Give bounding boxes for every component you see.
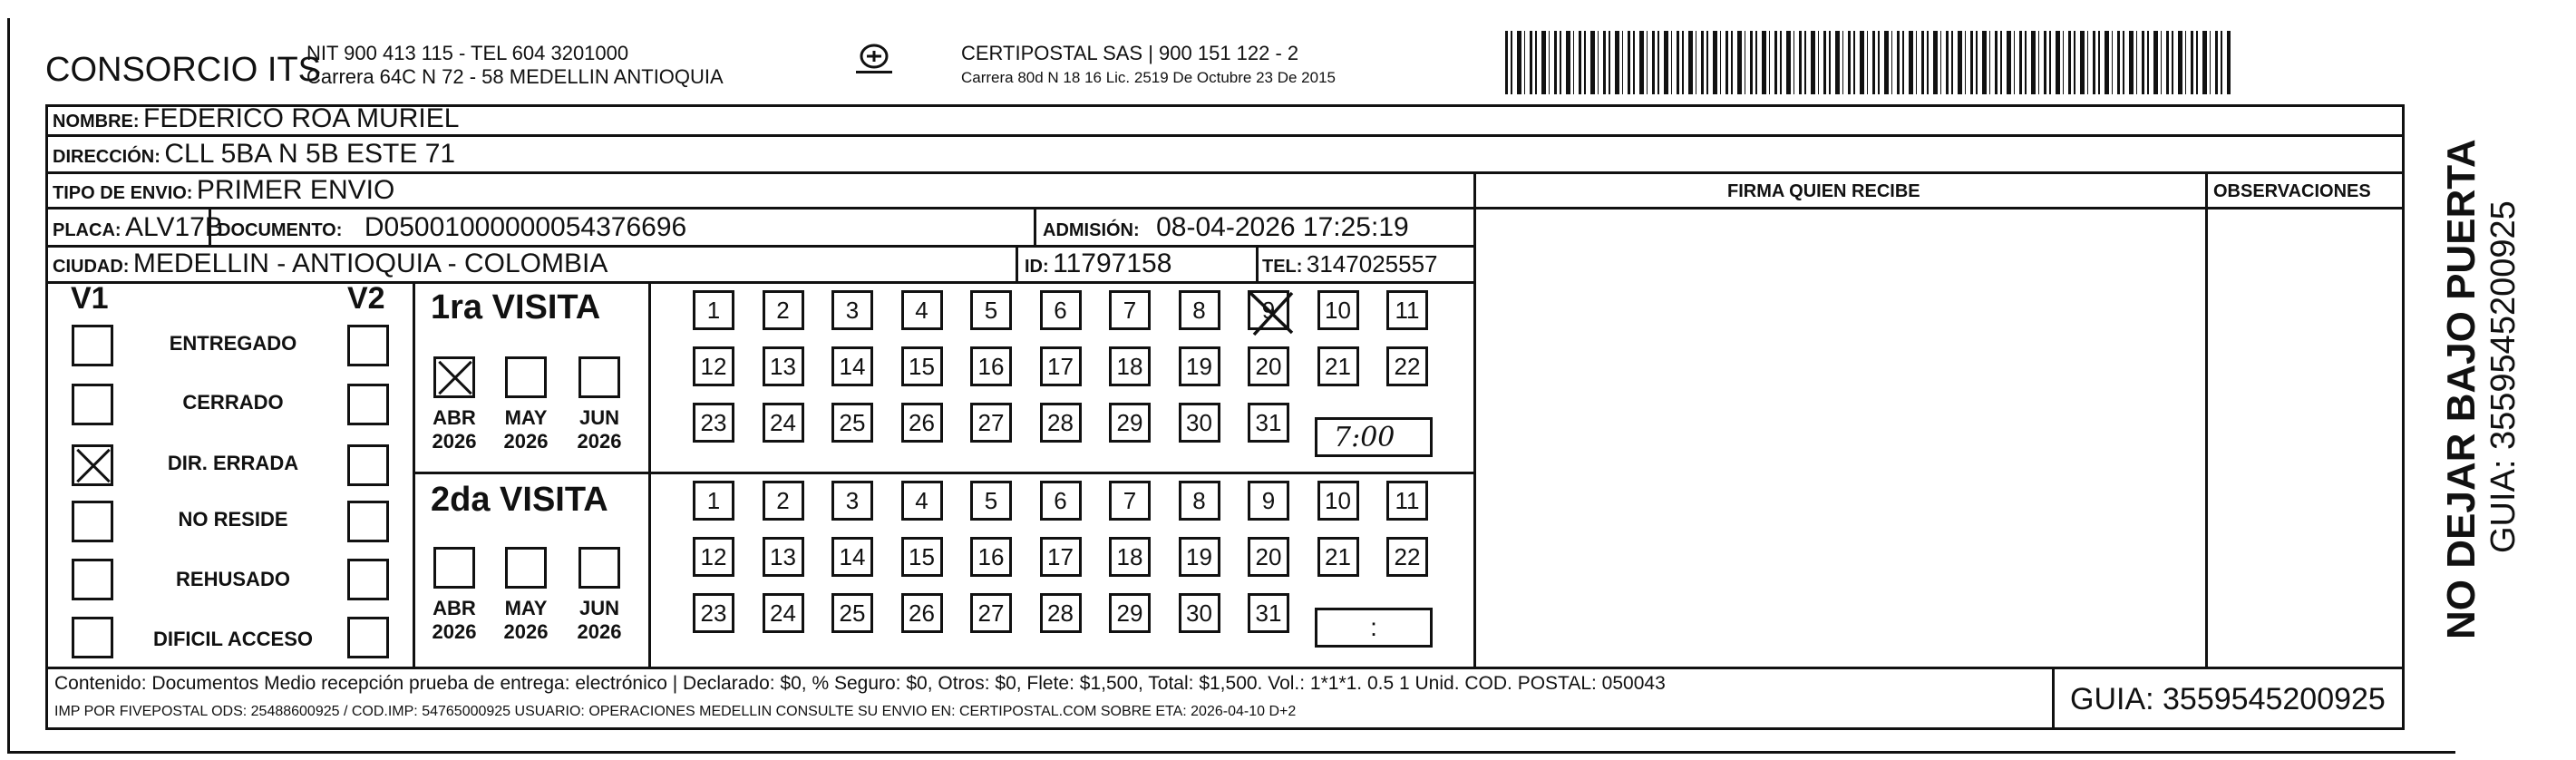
reason-entregado: ENTREGADO	[169, 332, 297, 355]
first-day-label: 31	[1255, 408, 1282, 436]
first-day-label: 3	[845, 296, 860, 324]
first-day-label: 19	[1186, 352, 1212, 380]
tipo-row	[53, 175, 394, 206]
second-visit-time-box[interactable]	[1315, 608, 1433, 648]
first-day-7[interactable]	[1109, 290, 1151, 330]
second-day-5[interactable]	[970, 481, 1012, 521]
second-day-9[interactable]	[1248, 481, 1289, 521]
second-day-13[interactable]	[763, 537, 804, 577]
first-month-abr-checkbox[interactable]	[433, 356, 475, 398]
second-day-7[interactable]	[1109, 481, 1151, 521]
firma-header: FIRMA QUIEN RECIBE	[1727, 181, 1920, 201]
first-day-label: 6	[1054, 296, 1067, 324]
main-form	[45, 104, 2405, 730]
nombre-value: FEDERICO ROA MURIEL	[143, 103, 460, 133]
first-day-label: 26	[909, 408, 935, 436]
second-day-28[interactable]	[1040, 593, 1082, 633]
second-day-16[interactable]	[970, 537, 1012, 577]
second-day-3[interactable]	[831, 481, 873, 521]
first-day-22[interactable]	[1386, 346, 1428, 386]
second-day-label: 2	[776, 486, 790, 514]
first-day-2[interactable]	[763, 290, 804, 330]
reason-no-reside: NO RESIDE	[178, 508, 288, 531]
first-day-5[interactable]	[970, 290, 1012, 330]
first-day-10[interactable]	[1317, 290, 1359, 330]
second-day-label: 3	[845, 486, 860, 514]
first-day-label: 9	[1261, 296, 1276, 324]
second-day-31[interactable]	[1248, 593, 1289, 633]
second-day-label: 10	[1325, 486, 1351, 514]
second-day-label: 24	[770, 599, 796, 627]
second-day-14[interactable]	[831, 537, 873, 577]
first-day-label: 22	[1394, 352, 1421, 380]
side-guia: GUIA: 3559545200925	[2484, 200, 2523, 553]
first-day-label: 16	[977, 352, 1005, 380]
first-day-3[interactable]	[831, 290, 873, 330]
v1-cerrado-checkbox[interactable]	[72, 384, 113, 425]
first-day-label: 17	[1047, 352, 1074, 380]
second-day-label: 15	[909, 542, 935, 570]
second-day-label: 28	[1047, 599, 1074, 627]
tipo-value: PRIMER ENVIO	[196, 175, 395, 205]
second-month-may-checkbox[interactable]	[505, 547, 547, 589]
carrier-line: CERTIPOSTAL SAS | 900 151 122 - 2	[961, 42, 1299, 64]
v1-label: V1	[71, 281, 109, 316]
tel-value: 3147025557	[1306, 250, 1438, 278]
second-day-8[interactable]	[1179, 481, 1220, 521]
second-day-label: 4	[915, 486, 928, 514]
first-day-label: 18	[1116, 352, 1143, 380]
admision-label: ADMISIÓN:	[1043, 220, 1140, 240]
first-month-may-checkbox[interactable]	[505, 356, 547, 398]
second-day-26[interactable]	[901, 593, 943, 633]
second-day-1[interactable]	[693, 481, 734, 521]
second-day-label: 19	[1186, 542, 1212, 570]
second-day-label: 12	[700, 542, 727, 570]
second-day-label: 18	[1116, 542, 1143, 570]
first-day-label: 2	[776, 296, 790, 324]
second-day-label: 22	[1394, 542, 1421, 570]
first-day-25[interactable]	[831, 403, 873, 443]
second-day-label: 17	[1047, 542, 1074, 570]
second-day-25[interactable]	[831, 593, 873, 633]
documento-row	[218, 212, 686, 243]
id-row	[1025, 248, 1171, 279]
admision-row	[1043, 212, 1409, 243]
second-visit-time: :	[1370, 613, 1377, 641]
v2-no-reside-checkbox[interactable]	[347, 501, 389, 542]
second-day-label: 21	[1325, 542, 1351, 570]
placa-label: PLACA:	[53, 220, 122, 240]
second-day-label: 7	[1123, 486, 1137, 514]
first-day-label: 30	[1186, 408, 1212, 436]
direccion-row	[53, 139, 455, 170]
second-day-21[interactable]	[1317, 537, 1359, 577]
first-day-label: 28	[1047, 408, 1074, 436]
v2-rehusado-checkbox[interactable]	[347, 559, 389, 600]
first-day-9[interactable]	[1248, 290, 1289, 330]
v1-no-reside-checkbox[interactable]	[72, 501, 113, 542]
first-day-29[interactable]	[1109, 403, 1151, 443]
second-day-2[interactable]	[763, 481, 804, 521]
second-day-11[interactable]	[1386, 481, 1428, 521]
first-day-30[interactable]	[1179, 403, 1220, 443]
first-day-24[interactable]	[763, 403, 804, 443]
second-day-label: 14	[839, 542, 866, 570]
v1-dificil-acceso-checkbox[interactable]	[72, 617, 113, 658]
first-day-11[interactable]	[1386, 290, 1428, 330]
first-day-18[interactable]	[1109, 346, 1151, 386]
second-day-label: 11	[1395, 486, 1420, 514]
nit-line: NIT 900 413 115 - TEL 604 3201000	[306, 42, 629, 64]
footer-contenido: Contenido: Documentos Medio recepción prueba de entrega: electrónico | Declarado: $0, % Seguro: $0, Otros: $0, Flete: $1,500, Total: $1,500. Vol.: 1*1*1. 0.5 1 Unid. COD. POSTAL: 050043	[54, 673, 1666, 694]
first-day-label: 5	[984, 296, 998, 324]
second-day-label: 29	[1116, 599, 1143, 627]
day-check-mark-icon	[1245, 287, 1298, 338]
second-day-label: 16	[977, 542, 1005, 570]
first-day-19[interactable]	[1179, 346, 1220, 386]
first-day-14[interactable]	[831, 346, 873, 386]
v1-entregado-checkbox[interactable]	[72, 325, 113, 366]
second-day-label: 30	[1186, 599, 1212, 627]
tipo-label: TIPO DE ENVIO:	[53, 183, 193, 203]
second-day-22[interactable]	[1386, 537, 1428, 577]
carrier-address: Carrera 80d N 18 16 Lic. 2519 De Octubre 23 De 2015	[961, 69, 1336, 86]
second-day-label: 9	[1261, 486, 1276, 514]
first-day-6[interactable]	[1040, 290, 1082, 330]
v2-cerrado-checkbox[interactable]	[347, 384, 389, 425]
first-day-label: 20	[1255, 352, 1282, 380]
second-day-23[interactable]	[693, 593, 734, 633]
second-day-10[interactable]	[1317, 481, 1359, 521]
second-day-label: 5	[984, 486, 998, 514]
documento-label: DOCUMENTO:	[218, 220, 343, 240]
first-day-label: 14	[839, 352, 866, 380]
first-day-label: 1	[706, 296, 721, 324]
first-day-label: 23	[700, 408, 727, 436]
first-day-label: 12	[700, 352, 727, 380]
first-day-1[interactable]	[693, 290, 734, 330]
placa-row	[53, 212, 223, 243]
first-day-26[interactable]	[901, 403, 943, 443]
first-day-label: 11	[1395, 296, 1420, 324]
first-day-label: 21	[1325, 352, 1351, 380]
reason-cerrado: CERRADO	[182, 391, 284, 414]
second-day-17[interactable]	[1040, 537, 1082, 577]
second-month-abr-label: ABR 2026	[432, 597, 477, 643]
direccion-value: CLL 5BA N 5B ESTE 71	[164, 139, 456, 169]
first-visit-title: 1ra VISITA	[431, 288, 601, 326]
first-month-may-label: MAY 2026	[503, 406, 549, 453]
second-day-label: 25	[839, 599, 866, 627]
second-day-29[interactable]	[1109, 593, 1151, 633]
second-day-6[interactable]	[1040, 481, 1082, 521]
first-day-label: 7	[1123, 296, 1137, 324]
first-month-abr-label: ABR 2026	[432, 406, 477, 453]
ciudad-row	[53, 248, 608, 279]
first-day-label: 8	[1192, 296, 1206, 324]
first-day-31[interactable]	[1248, 403, 1289, 443]
first-month-jun-checkbox[interactable]	[578, 356, 620, 398]
first-day-21[interactable]	[1317, 346, 1359, 386]
first-day-16[interactable]	[970, 346, 1012, 386]
v1-rehusado-checkbox[interactable]	[72, 559, 113, 600]
second-day-30[interactable]	[1179, 593, 1220, 633]
second-month-jun-label: JUN 2026	[577, 597, 622, 643]
first-day-20[interactable]	[1248, 346, 1289, 386]
second-month-may-label: MAY 2026	[503, 597, 549, 643]
second-day-label: 23	[700, 599, 727, 627]
company-name: CONSORCIO ITS	[45, 51, 322, 89]
second-month-abr-checkbox[interactable]	[433, 547, 475, 589]
second-day-label: 6	[1054, 486, 1067, 514]
id-value: 11797158	[1053, 248, 1172, 278]
second-day-label: 1	[706, 486, 721, 514]
ciudad-value: MEDELLIN - ANTIOQUIA - COLOMBIA	[132, 248, 608, 278]
placa-value: ALV17B	[125, 212, 223, 242]
v1-dir-errada-checkbox[interactable]	[72, 444, 113, 486]
reason-rehusado: REHUSADO	[176, 568, 290, 590]
first-day-12[interactable]	[693, 346, 734, 386]
reason-dificil-acceso: DIFICIL ACCESO	[152, 628, 313, 650]
first-day-label: 25	[839, 408, 866, 436]
second-day-24[interactable]	[763, 593, 804, 633]
first-day-8[interactable]	[1179, 290, 1220, 330]
second-day-label: 13	[770, 542, 796, 570]
reason-dir-errada: DIR. ERRADA	[167, 452, 299, 474]
documento-value: D05001000000054376696	[364, 212, 687, 242]
v2-dir-errada-checkbox[interactable]	[347, 444, 389, 486]
first-day-label: 15	[909, 352, 935, 380]
first-visit-time-box[interactable]	[1315, 417, 1433, 457]
id-label: ID:	[1025, 257, 1049, 277]
first-day-27[interactable]	[970, 403, 1012, 443]
first-day-17[interactable]	[1040, 346, 1082, 386]
footer-guia: GUIA: 3559545200925	[2070, 682, 2386, 716]
tel-row	[1262, 250, 1438, 278]
second-day-label: 26	[909, 599, 935, 627]
no-dejar-bajo-puerta: NO DEJAR BAJO PUERTA	[2439, 139, 2484, 639]
barcode	[1505, 31, 2231, 94]
first-day-label: 24	[770, 408, 796, 436]
v2-label: V2	[347, 281, 385, 316]
admision-value: 08-04-2026 17:25:19	[1156, 212, 1409, 242]
ciudad-label: CIUDAD:	[53, 257, 130, 277]
second-day-27[interactable]	[970, 593, 1012, 633]
first-day-label: 4	[915, 296, 928, 324]
second-visit-title: 2da VISITA	[431, 481, 608, 519]
first-day-label: 27	[977, 408, 1005, 436]
second-day-18[interactable]	[1109, 537, 1151, 577]
second-month-jun-checkbox[interactable]	[578, 547, 620, 589]
nombre-row	[53, 103, 459, 134]
first-day-label: 29	[1116, 408, 1143, 436]
company-address: Carrera 64C N 72 - 58 MEDELLIN ANTIOQUIA	[306, 65, 724, 88]
first-day-4[interactable]	[901, 290, 943, 330]
v2-dificil-acceso-checkbox[interactable]	[347, 617, 389, 658]
second-day-12[interactable]	[693, 537, 734, 577]
second-day-label: 8	[1192, 486, 1206, 514]
v2-entregado-checkbox[interactable]	[347, 325, 389, 366]
first-day-23[interactable]	[693, 403, 734, 443]
first-month-jun-label: JUN 2026	[577, 406, 622, 453]
direccion-label: DIRECCIÓN:	[53, 147, 160, 167]
first-day-label: 10	[1325, 296, 1351, 324]
second-day-4[interactable]	[901, 481, 943, 521]
first-day-13[interactable]	[763, 346, 804, 386]
second-day-label: 27	[977, 599, 1005, 627]
second-day-label: 20	[1255, 542, 1282, 570]
second-day-15[interactable]	[901, 537, 943, 577]
certipostal-logo-icon	[852, 44, 896, 76]
first-visit-time-handwritten: 7:00	[1334, 422, 1395, 453]
observaciones-header: OBSERVACIONES	[2213, 181, 2371, 201]
second-day-19[interactable]	[1179, 537, 1220, 577]
first-day-15[interactable]	[901, 346, 943, 386]
tel-label: TEL:	[1262, 257, 1303, 277]
footer-imp: IMP POR FIVEPOSTAL ODS: 25488600925 / COD.IMP: 54765000925 USUARIO: OPERACIONES MEDELLIN CONSULTE SU ENVIO EN: CERTIPOSTAL.COM SOBRE ETA: 2026-04-10 D+2	[54, 704, 1297, 719]
second-day-20[interactable]	[1248, 537, 1289, 577]
second-day-label: 31	[1255, 599, 1282, 627]
first-day-28[interactable]	[1040, 403, 1082, 443]
nombre-label: NOMBRE:	[53, 112, 140, 132]
first-day-label: 13	[770, 352, 796, 380]
